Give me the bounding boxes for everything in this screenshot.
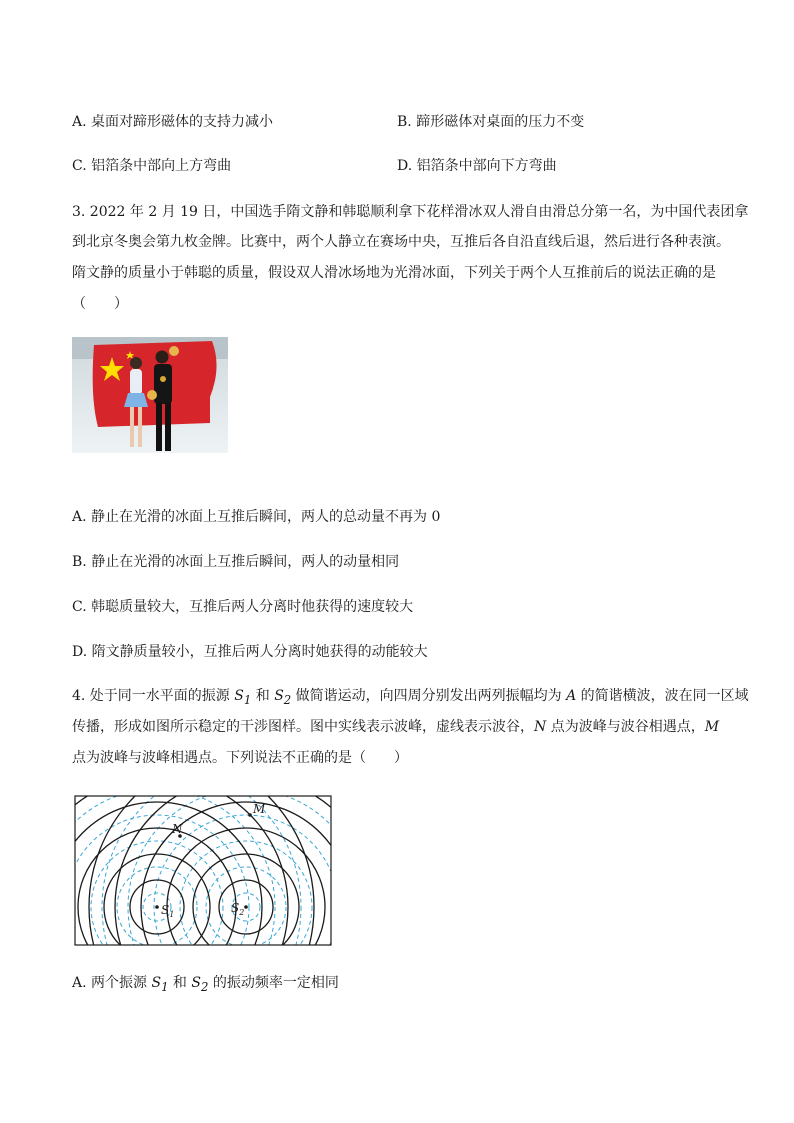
q2-option-c: C. 铝箔条中部向上方弯曲 [72,158,232,174]
q2-option-a: A. 桌面对蹄形磁体的支持力减小 [72,114,274,130]
var-s2: $S_2$ [274,688,292,707]
fig-label-s1: $S_1$ [161,903,175,919]
q3-option-a: A. 静止在光滑的冰面上互推后瞬间，两人的总动量不再为 0 [72,509,441,525]
q2-option-b: B. 蹄形磁体对桌面的压力不变 [397,114,585,130]
q3-option-b: B. 静止在光滑的冰面上互推后瞬间，两人的动量相同 [72,554,400,570]
fig-label-s2: $S_2$ [231,901,245,917]
var-m: M [704,719,720,735]
interference-figure [72,793,334,948]
fig-label-m: M [253,802,266,816]
var-s1: $S_1$ [234,688,252,707]
var-n: N [534,719,547,735]
var-amplitude: A [566,688,577,704]
q3-option-c: C. 韩聪质量较大，互推后两人分离时他获得的速度较大 [72,599,414,615]
q2-option-d: D. 铝箔条中部向下方弯曲 [397,158,557,174]
fig-label-n: N [172,822,183,836]
q4-stem-line-3: 点为波峰与波峰相遇点。下列说法不正确的是（ ） [72,750,408,766]
q3-stem-line-2: 到北京冬奥会第九枚金牌。比赛中，两个人静立在赛场中央，互推后各自沿直线后退，然后进行各种表演。 [72,234,730,250]
q4-stem-line-2: 传播，形成如图所示稳定的干涉图样。图中实线表示波峰，虚线表示波谷，N 点为波峰与波谷相遇点，M [72,719,720,735]
var-s2: $S_2$ [191,975,209,994]
var-s1: $S_1$ [151,975,169,994]
q3-stem-line-1: 3. 2022 年 2 月 19 日，中国选手隋文静和韩聪顺利拿下花样滑冰双人滑自由滑总分第一名，为中国代表团拿 [72,204,749,220]
q3-option-d: D. 隋文静质量较小，互推后两人分离时她获得的动能较大 [72,644,428,660]
q4-stem-line-1: 4. 处于同一水平面的振源 $S_1$ 和 $S_2$ 做简谐运动，向四周分别发出两列振幅均为 A 的简谐横波，波在同一区域 [72,688,749,707]
q3-answer-bracket: （ ） [72,296,128,312]
q3-stem-line-3: 隋文静的质量小于韩聪的质量，假设双人滑冰场地为光滑冰面，下列关于两个人互推前后的说法正确的是 [72,265,716,281]
q4-option-a: A. 两个振源 $S_1$ 和 $S_2$ 的振动频率一定相同 [72,975,339,994]
skaters-photo [72,337,228,453]
